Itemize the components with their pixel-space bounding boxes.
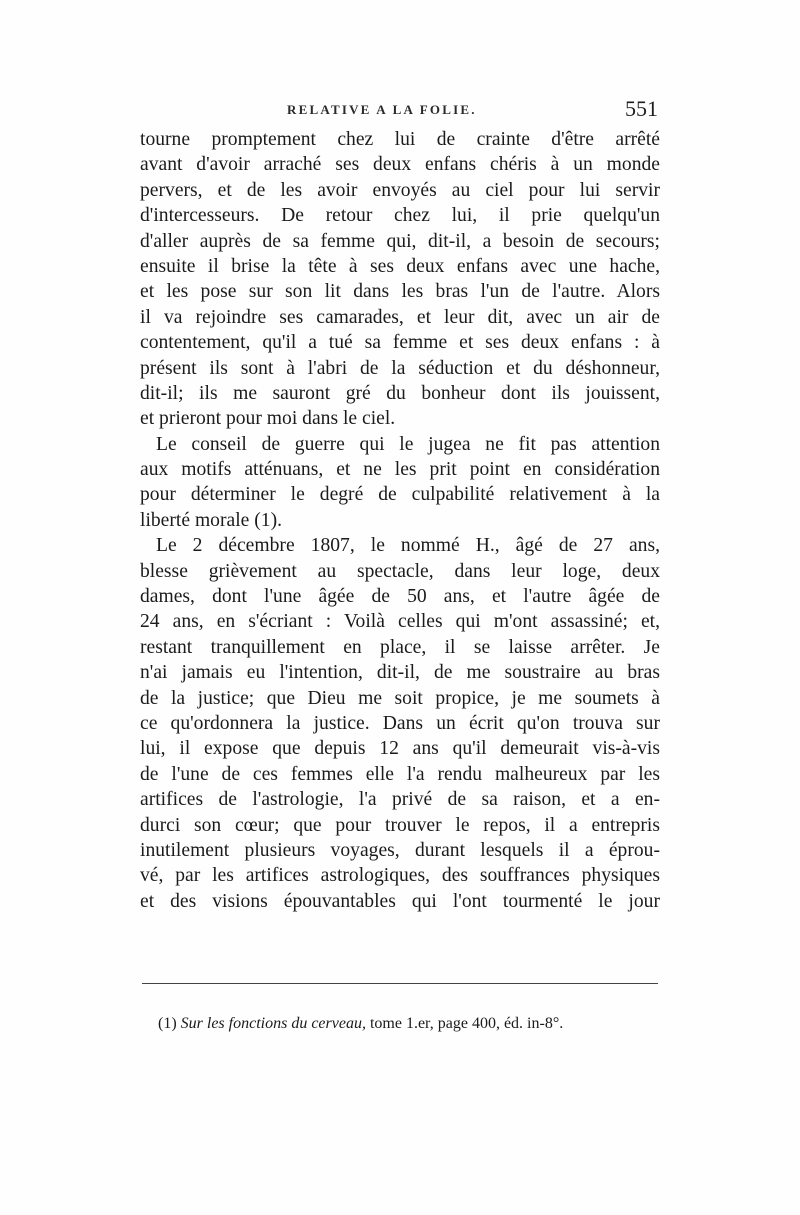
body-text [140,127,660,914]
text-line: contentement, qu'il a tué sa femme et ses deux enfans : à [140,332,660,354]
paragraph-start-line: Le conseil de guerre qui le jugea ne fit pas attention [156,433,660,455]
text-line: inutilement plusieurs voyages, durant lesquels il a éprou- [140,839,660,861]
text-line: aux motifs atténuans, et ne les prit point en considération [140,459,660,481]
text-line: d'aller auprès de sa femme qui, dit-il, a besoin de secours; [140,230,660,252]
footnote-title: Sur les fonctions du cerveau, [180,1015,366,1032]
text-line: ensuite il brise la tête à ses deux enfans avec une hache, [140,255,660,277]
text-line: durci son cœur; que pour trouver le repos, il a entrepris [140,814,660,836]
text-line: n'ai jamais eu l'intention, dit-il, de me soustraire au bras [140,662,660,684]
text-line: lui, il expose que depuis 12 ans qu'il demeurait vis-à-vis [140,738,660,760]
running-head: RELATIVE A LA FOLIE. [287,102,477,117]
text-line: blesse grièvement au spectacle, dans leur loge, deux [140,560,660,582]
text-line: tourne promptement chez lui de crainte d'être arrêté [140,129,660,150]
text-line: restant tranquillement en place, il se laisse arrêter. Je [140,636,660,658]
text-line: 24 ans, en s'écriant : Voilà celles qui m'ont assassiné; et, [140,611,660,633]
footnote [158,1015,563,1033]
text-line: ce qu'ordonnera la justice. Dans un écrit qu'on trouva sur [140,712,660,734]
text-line: avant d'avoir arraché ses deux enfans chéris à un monde [140,154,660,176]
page-number: 551 [625,96,658,121]
text-line: de la justice; que Dieu me soit propice, je me soumets à [140,687,660,709]
text-line: de l'une de ces femmes elle l'a rendu malheureux par les [140,763,660,785]
footnote-marker: (1) [158,1015,177,1032]
text-line: dit-il; ils me sauront gré du bonheur dont ils jouissent, [140,382,660,404]
footnote-rule [142,983,658,984]
text-line: d'intercesseurs. De retour chez lui, il prie quelqu'un [140,205,660,227]
text-line: liberté morale (1). [140,509,282,531]
paragraph-start-line: Le 2 décembre 1807, le nommé H., âgé de 27 ans, [156,535,660,557]
text-line: pervers, et de les avoir envoyés au ciel pour lui servir [140,179,660,201]
footnote-reference: tome 1.er, page 400, éd. in-8°. [369,1015,564,1032]
text-line: vé, par les artifices astrologiques, des souffrances physiques [140,865,660,887]
text-line: et prieront pour moi dans le ciel. [140,408,396,430]
text-line: artifices de l'astrologie, l'a privé de sa raison, et a en- [140,789,660,811]
page-header [142,96,658,126]
text-line: et des visions épouvantables qui l'ont tourmenté le jour [140,890,660,912]
text-line: dames, dont l'une âgée de 50 ans, et l'autre âgée de [140,586,660,608]
text-line: et les pose sur son lit dans les bras l'un de l'autre. Alors [140,281,660,303]
text-line: pour déterminer le degré de culpabilité relativement à la [140,484,660,506]
text-line: il va rejoindre ses camarades, et leur dit, avec un air de [140,306,660,328]
text-line: présent ils sont à l'abri de la séduction et du déshonneur, [140,357,660,379]
